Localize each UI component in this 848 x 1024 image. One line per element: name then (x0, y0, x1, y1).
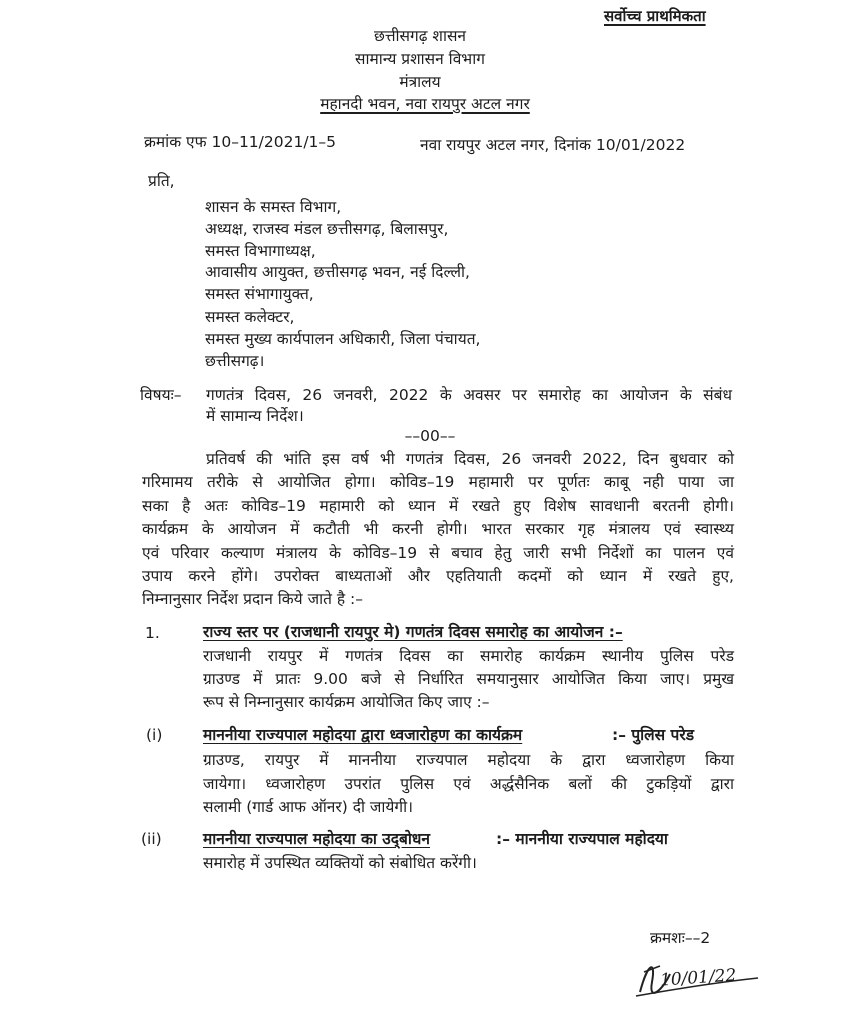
subject-line: में सामान्य निर्देश। (206, 407, 304, 425)
header-address: महानदी भवन, नवा रायपुर अटल नगर (320, 95, 530, 113)
to-label: प्रति, (148, 172, 175, 190)
item-line: जायेगा। ध्वजारोहण उपरांत पुलिस एवं अर्द्धसैनिक बलों की टुकड़ियों द्वारा (203, 775, 734, 793)
item-heading-rest: :– माननीया राज्यपाल महोदया (496, 830, 668, 848)
header-government: छत्तीसगढ़ शासन (373, 27, 467, 45)
recipient-line: समस्त विभागाध्यक्ष, (205, 242, 316, 260)
intro-line: कार्यक्रम के आयोजन में कटौती भी करनी होगी। भारत सरकार गृह मंत्रालय एवं स्वास्थ्य (142, 520, 734, 538)
signature-date: 10/01/22 (659, 965, 737, 991)
reference-number: क्रमांक एफ 10–11/2021/1–5 (144, 133, 337, 151)
recipient-line: समस्त मुख्य कार्यपालन अधिकारी, जिला पंचायत, (205, 330, 481, 348)
recipient-line: समस्त कलेक्टर, (205, 308, 295, 326)
recipient-line: आवासीय आयुक्त, छत्तीसगढ़ भवन, नई दिल्ली, (205, 263, 470, 281)
intro-line: एवं परिवार कल्याण मंत्रालय के कोविड–19 से बचाव हेतु जारी सभी निर्देशों का पालन एवं (142, 544, 734, 562)
priority-label: सर्वोच्च प्राथमिकता (604, 7, 706, 25)
item-number: (i) (146, 726, 163, 744)
section-line: रूप से निम्नानुसार कार्यक्रम आयोजित किए जाए :– (203, 693, 490, 711)
separator: ––00–– (404, 427, 456, 445)
subject-label: विषयः– (140, 386, 182, 404)
continued-marker: क्रमशः––2 (650, 929, 711, 947)
intro-line: गरिमामय तरीके से आयोजित होगा। कोविड–19 महामारी पर पूर्णतः काबू नही पाया जा (142, 473, 734, 491)
item-heading: माननीया राज्यपाल महोदया द्वारा ध्वजारोहण का कार्यक्रम (203, 726, 523, 744)
recipient-line: शासन के समस्त विभाग, (205, 198, 342, 216)
recipient-line: छत्तीसगढ़। (205, 352, 265, 370)
intro-line: उपाय करने होंगे। उपरोक्त बाध्यताओं और एहतियाती कदमों को ध्यान में रखते हुए, (142, 567, 734, 585)
intro-line: सका है अतः कोविड–19 महामारी को ध्यान में रखते हुए विशेष सावधानी बरतनी होगी। (142, 497, 734, 515)
item-heading-rest: :– पुलिस परेड (612, 726, 694, 744)
item-line: सलामी (गार्ड आफ ऑनर) दी जायेगी। (203, 798, 414, 816)
section-line: राजधानी रायपुर में गणतंत्र दिवस का समारोह कार्यक्रम स्थानीय पुलिस परेड (203, 647, 734, 665)
section-number: 1. (145, 624, 160, 642)
header-department: सामान्य प्रशासन विभाग (355, 50, 485, 68)
subject-line: गणतंत्र दिवस, 26 जनवरी, 2022 के अवसर पर समारोह का आयोजन के संबंध (206, 386, 732, 404)
item-line: समारोह में उपस्थित व्यक्तियों को संबोधित करेंगी। (203, 854, 477, 872)
section-heading: राज्य स्तर पर (राजधानी रायपुर मे) गणतंत्र दिवस समारोह का आयोजन :– (203, 623, 623, 641)
item-number: (ii) (141, 830, 162, 848)
place-date: नवा रायपुर अटल नगर, दिनांक 10/01/2022 (420, 136, 686, 154)
recipient-line: समस्त संभागायुक्त, (205, 285, 314, 303)
section-line: ग्राउण्ड में प्रातः 9.00 बजे से निर्धारित समयानुसार आयोजित किया जाए। प्रमुख (203, 670, 734, 688)
recipient-line: अध्यक्ष, राजस्व मंडल छत्तीसगढ़, बिलासपुर, (205, 220, 449, 238)
header-ministry: मंत्रालय (399, 73, 441, 91)
item-line: ग्राउण्ड, रायपुर में माननीया राज्यपाल महोदया के द्वारा ध्वजारोहण किया (203, 751, 734, 769)
intro-line: प्रतिवर्ष की भांति इस वर्ष भी गणतंत्र दिवस, 26 जनवरी 2022, दिन बुधवार को (206, 450, 734, 468)
item-heading: माननीया राज्यपाल महोदया का उद्‌बोधन (203, 830, 431, 848)
intro-line: निम्नानुसार निर्देश प्रदान किये जाते है :– (142, 590, 363, 608)
